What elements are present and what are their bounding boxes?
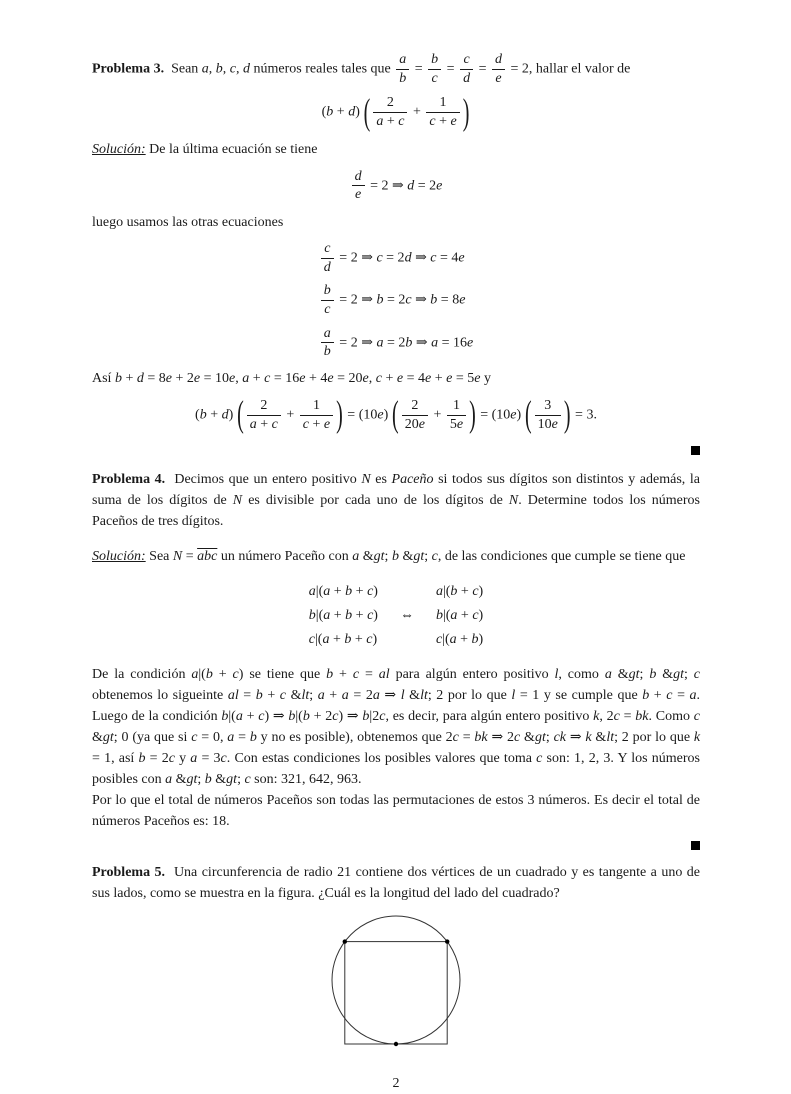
- vertex-dot-left: [343, 940, 347, 944]
- problem-4-solution-body: De la condición a|(b + c) se tiene que b + c = al para algún entero positivo l, como a &gt; b &gt; c obtenemos lo sigueinte al = b + c &lt; a + a = 2a ⇒ l &lt; 2 por lo que l = 1 y se cumple que b + c = a. Luego de la condición b|(a + c) ⇒ b|(b + 2c) ⇒ b|2c, es decir, para algún entero positivo k, 2c = bk. Como c &gt; 0 (ya que si c = 0, a = b y no es posible), obtenemos que 2c = bk ⇒ 2c &gt; ck ⇒ k &lt; 2 por lo que k = 1, así b = 2c y a = 3c. Con estas condiciones los posibles valores que toma c son: 1, 2, 3. Y los números posibles con a &gt; b &gt; c son: 321, 642, 963. Por lo que el total de números Paceños son todas las permutaciones de estos 3 números. Es decir el total de números Paceños es: 18.: [92, 667, 704, 830]
- equation-b-over-c: $\frac{b}{c}$ = 2 ⇒ b = 2c ⇒ b = 8e: [319, 283, 473, 317]
- qed-square-icon: [691, 446, 700, 455]
- figure-square: [345, 942, 447, 1044]
- divisibility-cell: c|(a + b): [435, 632, 484, 648]
- problem-3-statement: Problema 3. Sean a, b, c, d números reales tales que $\frac{a}{b}$ = $\frac{b}{c}$ = $\frac{c}{d}$ = $\frac{d}{e}$ = 2, hallar el valor de: [92, 52, 631, 86]
- tangent-point-dot: [394, 1042, 398, 1046]
- equivalence-arrow: ⇔: [399, 608, 414, 624]
- figure-circle: [332, 916, 460, 1044]
- qed-square-icon: [691, 841, 700, 850]
- aligned-equations-block: [319, 241, 473, 360]
- equation-c-over-d: $\frac{c}{d}$ = 2 ⇒ c = 2d ⇒ c = 4e: [319, 241, 473, 275]
- problem-4-statement: Problema 4. Decimos que un entero positivo N es Paceño si todos sus dígitos son distintos y además, la suma de los dígitos de N es divisible por cada uno de los dígitos de N. Determine todos los números Paceños de tres dígitos.: [92, 472, 700, 530]
- divisibility-cell: b|(a + b + c): [308, 608, 378, 624]
- qed-row-problem-4: [92, 836, 700, 846]
- problem-5-statement: Problema 5. Una circunferencia de radio 21 contiene dos vértices de un cuadrado y es tangente a uno de sus lados, como se muestra en la figura. ¿Cuál es la longitud del lado del cuadrado?: [92, 865, 700, 902]
- problem-3-display-expression: (b + d) ( $\frac{2}{a + c}$ + $\frac{1}{c + e}$ ): [321, 92, 470, 133]
- figure-container: [92, 914, 700, 1059]
- divisibility-grid: [309, 581, 483, 650]
- problem-3-text-luego: luego usamos las otras ecuaciones: [92, 215, 284, 231]
- problem-3-final-equation: (b + d) ( $\frac{2}{a + c}$ + $\frac{1}{c + e}$ ) = (10e) ( $\frac{2}{20e}$ + $\frac{1}{5e}$ ) = (10e) ( $\frac{3}{10e}$ ) = 3.: [195, 394, 597, 436]
- divisibility-cell: b|(a + c): [435, 608, 484, 624]
- divisibility-cell: a|(b + c): [435, 584, 484, 600]
- circle-square-figure: [310, 914, 482, 1052]
- problem-3-solution-intro: Solución: De la última ecuación se tiene: [92, 141, 318, 157]
- divisibility-cell: c|(a + b + c): [308, 632, 378, 648]
- divisibility-cell: a|(a + b + c): [308, 584, 378, 600]
- equation-a-over-b: $\frac{a}{b}$ = 2 ⇒ a = 2b ⇒ a = 16e: [319, 326, 473, 360]
- qed-row-problem-3: [92, 441, 700, 451]
- page-number: 2: [392, 1076, 400, 1092]
- vertex-dot-right: [445, 940, 449, 944]
- problem-3-summary-line: Así b + d = 8e + 2e = 10e, a + c = 16e + 4e = 20e, c + e = 4e + e = 5e y: [92, 371, 491, 387]
- equation-d-over-e: $\frac{d}{e}$ = 2 ⇒ d = 2e: [92, 169, 700, 203]
- problem-4-solution-intro: Solución: Sea $N = \overline{abc}$ un número Paceño con a &gt; b &gt; c, de las condiciones que cumple se tiene que: [92, 549, 686, 565]
